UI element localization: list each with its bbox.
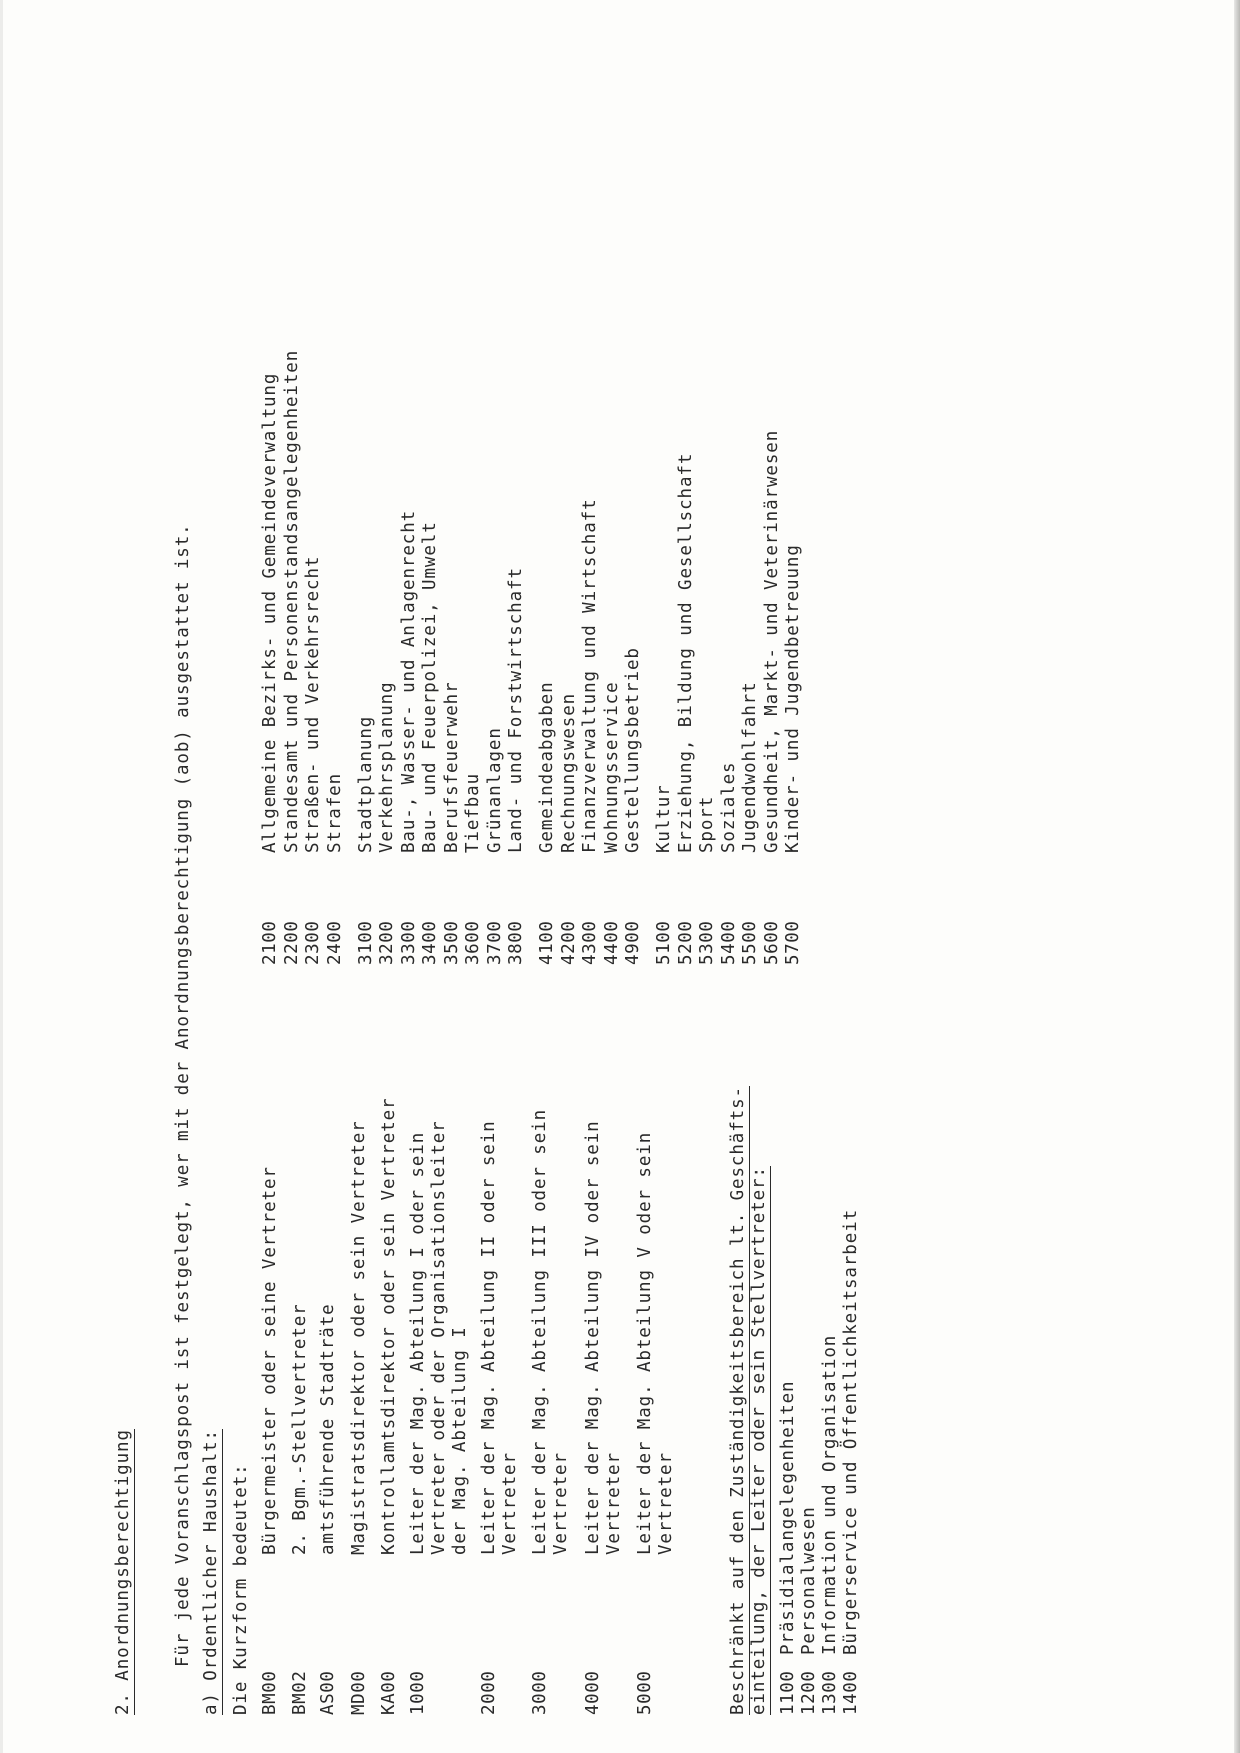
bereich-code: 5200 — [675, 920, 696, 965]
kurzform-description: Leiter der Mag. Abteilung IV oder sein — [583, 1120, 603, 1555]
bereich-label: Information und Organisation — [820, 1334, 840, 1655]
kurzform-code: 1000 — [408, 1670, 428, 1715]
bereich-code: 2200 — [281, 920, 302, 965]
bereich-label: Stadtplanung — [355, 715, 376, 853]
intro-text: Für jede Voranschlagspost ist festgelegt, wer mit der Anordnungsberechtigung (aob) ausgestattet ist. — [173, 523, 193, 1667]
bereich-label: Präsidialangelegenheiten — [778, 1380, 798, 1655]
kurzform-description: Vertreter oder der Organisationsleiter — [429, 1120, 449, 1555]
bereich-code: 3700 — [484, 920, 505, 965]
bereich-code: 5300 — [697, 920, 717, 965]
bereich-label: Berufsfeuerwehr — [441, 681, 462, 853]
bereich-code: 3200 — [377, 920, 397, 965]
bereich-label: Straßen- und Verkehrsrecht — [303, 555, 323, 853]
bereich-code: 3800 — [506, 920, 526, 965]
bereich-code: 4200 — [558, 920, 579, 965]
kurzform-description: 2. Bgm.-Stellvertreter — [290, 1303, 310, 1555]
bereich-label: Standesamt und Personenstandsangelegenheiten — [281, 349, 302, 853]
kurzform-description: Bürgermeister oder seine Vertreter — [260, 1166, 280, 1555]
scan-edge-left — [0, 0, 3, 1753]
bereich-code: 4900 — [623, 920, 643, 965]
bereich-label: Verkehrsplanung — [377, 681, 397, 853]
beschraenkt-line-2: einteilung, der Leiter oder sein Stellvertreter: — [749, 1166, 769, 1715]
kurzform-code: 4000 — [583, 1670, 603, 1715]
kurzform-code: 2000 — [479, 1670, 499, 1715]
bereich-label: Erziehung, Bildung und Gesellschaft — [675, 452, 696, 853]
kurzform-description: Vertreter — [604, 1452, 624, 1555]
bereich-label: Jugendwohlfahrt — [740, 681, 760, 853]
kurzform-code: 5000 — [635, 1670, 655, 1715]
scan-edge-right — [1234, 0, 1240, 1753]
kurzform-code: AS00 — [318, 1670, 338, 1715]
bereich-code: 3600 — [463, 920, 483, 965]
bereich-label: Strafen — [324, 772, 345, 853]
bereich-label: Allgemeine Bezirks- und Gemeindeverwaltung — [260, 372, 280, 853]
kurzform-description: der Mag. Abteilung I — [450, 1326, 470, 1555]
bereich-code: 5500 — [740, 920, 760, 965]
kurzform-description: Vertreter — [656, 1452, 676, 1555]
bereich-label: Land- und Forstwirtschaft — [506, 567, 526, 853]
bereich-label: Soziales — [718, 761, 739, 853]
kurzform-description: Leiter der Mag. Abteilung II oder sein — [479, 1120, 499, 1555]
bereich-label: Rechnungswesen — [558, 692, 579, 853]
kurzform-code: MD00 — [349, 1670, 369, 1715]
bereich-label: Gestellungsbetrieb — [623, 647, 643, 853]
kurzform-description: Magistratsdirektor oder sein Vertreter — [349, 1120, 369, 1555]
bereich-code: 4100 — [537, 920, 557, 965]
bereich-label: Gesundheit, Markt- und Veterinärwesen — [761, 429, 782, 853]
bereich-label: Bürgerservice und Öffentlichkeitsarbeit — [841, 1209, 861, 1655]
kurzform-description: Leiter der Mag. Abteilung I oder sein — [408, 1131, 428, 1555]
kurzform-code: 3000 — [530, 1670, 550, 1715]
bereich-code: 1200 — [799, 1670, 819, 1715]
kurzform-code: KA00 — [379, 1670, 399, 1715]
kurzform-label: Die Kurzform bedeutet: — [231, 1463, 251, 1715]
bereich-code: 5100 — [654, 920, 674, 965]
bereich-code: 4400 — [601, 920, 622, 965]
kurzform-code: BM00 — [260, 1670, 280, 1715]
heading: 2. Anordnungsberechtigung — [113, 1429, 133, 1715]
bereich-code: 2300 — [303, 920, 323, 965]
bereich-label: Kinder- und Jugendbetreuung — [783, 544, 803, 853]
bereich-label: Wohnungsservice — [601, 681, 622, 853]
bereich-code: 5600 — [761, 920, 782, 965]
bereich-label: Kultur — [654, 784, 674, 853]
bereich-code: 3400 — [420, 920, 440, 965]
bereich-code: 4300 — [580, 920, 600, 965]
bereich-code: 5700 — [783, 920, 803, 965]
bereich-label: Finanzverwaltung und Wirtschaft — [580, 498, 600, 853]
bereich-code: 3300 — [398, 920, 419, 965]
bereich-code: 3100 — [355, 920, 376, 965]
bereich-label: Personalwesen — [799, 1506, 819, 1655]
bereich-code: 1300 — [820, 1670, 840, 1715]
bereich-label: Gemeindeabgaben — [537, 681, 557, 853]
kurzform-description: amtsführende Stadträte — [318, 1303, 338, 1555]
bereich-label: Grünanlagen — [484, 727, 505, 853]
bereich-code: 2100 — [260, 920, 280, 965]
kurzform-description: Leiter der Mag. Abteilung V oder sein — [635, 1131, 655, 1555]
section-a-heading: a) Ordentlicher Haushalt: — [201, 1429, 221, 1715]
bereich-code: 1100 — [778, 1670, 798, 1715]
bereich-code: 3500 — [441, 920, 462, 965]
document-sheet — [95, 75, 1195, 1715]
kurzform-code: BM02 — [290, 1670, 310, 1715]
bereich-label: Bau-, Wasser- und Anlagenrecht — [398, 509, 419, 853]
bereich-label: Bau- und Feuerpolizei, Umwelt — [420, 521, 440, 853]
bereich-code: 2400 — [324, 920, 345, 965]
bereich-code: 1400 — [841, 1670, 861, 1715]
kurzform-description: Leiter der Mag. Abteilung III oder sein — [530, 1109, 550, 1555]
bereich-code: 5400 — [718, 920, 739, 965]
bereich-label: Tiefbau — [463, 772, 483, 853]
kurzform-description: Vertreter — [500, 1452, 520, 1555]
kurzform-description: Kontrollamtsdirektor oder sein Vertreter — [379, 1097, 399, 1555]
bereich-label: Sport — [697, 795, 717, 853]
kurzform-description: Vertreter — [551, 1452, 571, 1555]
beschraenkt-line-1: Beschränkt auf den Zuständigkeitsbereich lt. Geschäfts- — [728, 1086, 748, 1715]
